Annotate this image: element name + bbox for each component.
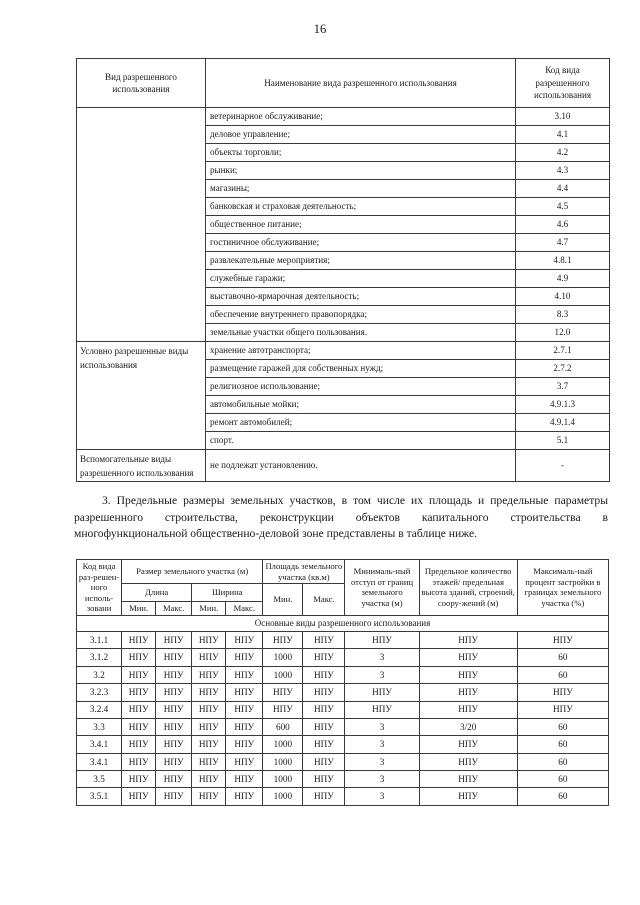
- param-coverage-cell: НПУ: [517, 684, 608, 701]
- header-plot-size: Размер земельного участка (м): [122, 560, 263, 584]
- param-area-max-cell: НПУ: [303, 753, 345, 770]
- use-name-cell: хранение автотранспорта;: [206, 342, 516, 360]
- param-length-min-cell: НПУ: [122, 666, 156, 683]
- use-code-cell: 5.1: [516, 432, 610, 450]
- param-floors-cell: НПУ: [419, 788, 517, 805]
- use-name-cell: деловое управление;: [206, 126, 516, 144]
- table-row: [77, 701, 609, 718]
- param-length-max-cell: НПУ: [156, 788, 192, 805]
- param-setback-cell: НПУ: [345, 631, 419, 648]
- header-area-max: Макс.: [303, 584, 345, 616]
- param-area-max-cell: НПУ: [303, 771, 345, 788]
- param-coverage-cell: 60: [517, 649, 608, 666]
- use-name-cell: выставочно-ярмарочная деятельность;: [206, 288, 516, 306]
- param-setback-cell: 3: [345, 718, 419, 735]
- param-width-min-cell: НПУ: [192, 718, 226, 735]
- param-area-max-cell: НПУ: [303, 631, 345, 648]
- param-width-min-cell: НПУ: [192, 631, 226, 648]
- param-width-max-cell: НПУ: [226, 788, 263, 805]
- header-length-max: Макс.: [156, 602, 192, 616]
- use-category-cell: Вспомогательные виды разрешенного использования: [77, 450, 206, 482]
- use-code-cell: 4.7: [516, 234, 610, 252]
- header-area-min: Мин.: [263, 584, 303, 616]
- param-floors-cell: НПУ: [419, 736, 517, 753]
- use-code-cell: 4.6: [516, 216, 610, 234]
- use-code-cell: 2.7.2: [516, 360, 610, 378]
- param-area-min-cell: 1000: [263, 649, 303, 666]
- use-name-cell: автомобильные мойки;: [206, 396, 516, 414]
- table-row: [77, 718, 609, 735]
- use-name-cell: служебные гаражи;: [206, 270, 516, 288]
- param-coverage-cell: 60: [517, 736, 608, 753]
- param-width-min-cell: НПУ: [192, 771, 226, 788]
- param-width-max-cell: НПУ: [226, 684, 263, 701]
- use-name-cell: общественное питание;: [206, 216, 516, 234]
- param-area-min-cell: 1000: [263, 771, 303, 788]
- section-header-row: [77, 615, 609, 631]
- param-floors-cell: НПУ: [419, 631, 517, 648]
- param-length-max-cell: НПУ: [156, 666, 192, 683]
- use-code-cell: 4.10: [516, 288, 610, 306]
- param-length-max-cell: НПУ: [156, 771, 192, 788]
- params-header-row-1: [77, 560, 609, 584]
- use-name-cell: размещение гаражей для собственных нужд;: [206, 360, 516, 378]
- use-code-cell: 12.0: [516, 324, 610, 342]
- permitted-uses-table: [76, 58, 610, 482]
- use-code-cell: 3.7: [516, 378, 610, 396]
- param-area-min-cell: НПУ: [263, 701, 303, 718]
- param-area-max-cell: НПУ: [303, 736, 345, 753]
- param-width-min-cell: НПУ: [192, 666, 226, 683]
- param-coverage-cell: 60: [517, 771, 608, 788]
- param-area-min-cell: 1000: [263, 788, 303, 805]
- use-code-cell: 4.3: [516, 162, 610, 180]
- param-code-cell: 3.2.4: [77, 701, 122, 718]
- page-number: 16: [313, 22, 327, 36]
- use-code-cell: 8.3: [516, 306, 610, 324]
- param-length-max-cell: НПУ: [156, 631, 192, 648]
- use-code-cell: 4.5: [516, 198, 610, 216]
- param-coverage-cell: НПУ: [517, 631, 608, 648]
- param-code-cell: 3.1.2: [77, 649, 122, 666]
- param-area-min-cell: НПУ: [263, 684, 303, 701]
- header-floors-height: Предельное количество этажей/ предельная высота зданий, строений, соору-жений (м): [419, 560, 517, 616]
- table-row: [77, 342, 610, 360]
- use-code-cell: 4.4: [516, 180, 610, 198]
- param-length-min-cell: НПУ: [122, 788, 156, 805]
- param-area-min-cell: НПУ: [263, 631, 303, 648]
- use-name-cell: обеспечение внутреннего правопорядка;: [206, 306, 516, 324]
- param-floors-cell: НПУ: [419, 684, 517, 701]
- use-code-cell: 4.9.1.3: [516, 396, 610, 414]
- table-row: [77, 108, 610, 126]
- param-floors-cell: НПУ: [419, 649, 517, 666]
- param-floors-cell: НПУ: [419, 666, 517, 683]
- use-name-cell: ветеринарное обслуживание;: [206, 108, 516, 126]
- use-name-cell: магазины;: [206, 180, 516, 198]
- param-setback-cell: 3: [345, 649, 419, 666]
- param-width-max-cell: НПУ: [226, 753, 263, 770]
- use-code-cell: 4.1: [516, 126, 610, 144]
- param-code-cell: 3.5: [77, 771, 122, 788]
- use-code-cell: 4.8.1: [516, 252, 610, 270]
- use-name-cell: объекты торговли;: [206, 144, 516, 162]
- param-code-cell: 3.3: [77, 718, 122, 735]
- param-width-min-cell: НПУ: [192, 788, 226, 805]
- param-width-max-cell: НПУ: [226, 771, 263, 788]
- param-length-min-cell: НПУ: [122, 736, 156, 753]
- param-width-max-cell: НПУ: [226, 666, 263, 683]
- header-length-min: Мин.: [122, 602, 156, 616]
- param-coverage-cell: 60: [517, 718, 608, 735]
- param-setback-cell: 3: [345, 771, 419, 788]
- use-name-cell: не подлежат установлению.: [206, 450, 516, 482]
- limit-parameters-table: [76, 559, 609, 806]
- use-name-cell: рынки;: [206, 162, 516, 180]
- header-width-min: Мин.: [192, 602, 226, 616]
- use-name-cell: ремонт автомобилей;: [206, 414, 516, 432]
- param-code-cell: 3.4.1: [77, 753, 122, 770]
- use-code-cell: -: [516, 450, 610, 482]
- param-area-max-cell: НПУ: [303, 666, 345, 683]
- param-code-cell: 3.2.3: [77, 684, 122, 701]
- table-row: [77, 753, 609, 770]
- use-name-cell: земельные участки общего пользования.: [206, 324, 516, 342]
- param-code-cell: 3.2: [77, 666, 122, 683]
- param-length-max-cell: НПУ: [156, 718, 192, 735]
- param-setback-cell: 3: [345, 666, 419, 683]
- param-area-min-cell: 600: [263, 718, 303, 735]
- param-area-max-cell: НПУ: [303, 788, 345, 805]
- param-code-cell: 3.1.1: [77, 631, 122, 648]
- param-floors-cell: НПУ: [419, 701, 517, 718]
- param-area-min-cell: 1000: [263, 736, 303, 753]
- param-area-max-cell: НПУ: [303, 701, 345, 718]
- use-code-cell: 2.7.1: [516, 342, 610, 360]
- param-area-min-cell: 1000: [263, 666, 303, 683]
- header-width: Ширина: [192, 584, 263, 602]
- param-setback-cell: НПУ: [345, 701, 419, 718]
- param-length-min-cell: НПУ: [122, 701, 156, 718]
- param-width-max-cell: НПУ: [226, 649, 263, 666]
- param-setback-cell: НПУ: [345, 684, 419, 701]
- table-row: [77, 684, 609, 701]
- header-use-name: Наименование вида разрешенного использования: [206, 59, 516, 108]
- param-coverage-cell: 60: [517, 753, 608, 770]
- param-floors-cell: 3/20: [419, 718, 517, 735]
- header-plot-area: Площадь земельного участка (кв.м): [263, 560, 345, 584]
- use-name-cell: развлекательные мероприятия;: [206, 252, 516, 270]
- param-width-max-cell: НПУ: [226, 736, 263, 753]
- paragraph-limits: 3. Предельные размеры земельных участков, в том числе их площадь и предельные параметры разрешенного строительства, реконструкции объектов капитального строительства в многофункциональной общественно-деловой зоне представлены в таблице ниже.: [74, 494, 608, 541]
- param-width-min-cell: НПУ: [192, 736, 226, 753]
- header-setback: Минималь-ный отступ от границ земельного участка (м): [345, 560, 419, 616]
- param-length-min-cell: НПУ: [122, 771, 156, 788]
- param-setback-cell: 3: [345, 788, 419, 805]
- table-row: [77, 771, 609, 788]
- param-area-max-cell: НПУ: [303, 684, 345, 701]
- param-length-max-cell: НПУ: [156, 736, 192, 753]
- table-row: [77, 631, 609, 648]
- use-category-cell: Условно разрешенные виды использования: [77, 342, 206, 450]
- section-label: Основные виды разрешенного использования: [77, 615, 609, 631]
- param-width-max-cell: НПУ: [226, 718, 263, 735]
- use-code-cell: 4.2: [516, 144, 610, 162]
- param-length-min-cell: НПУ: [122, 631, 156, 648]
- table-row: [77, 788, 609, 805]
- param-setback-cell: 3: [345, 736, 419, 753]
- use-code-cell: 4.9.1.4: [516, 414, 610, 432]
- table-row: [77, 736, 609, 753]
- header-coverage-percent: Максималь-ный процент застройки в границах земельного участка (%): [517, 560, 608, 616]
- param-coverage-cell: 60: [517, 666, 608, 683]
- header-code: Код вида раз-решен-ного исполь-зовани: [77, 560, 122, 616]
- param-area-max-cell: НПУ: [303, 718, 345, 735]
- use-code-cell: 3.10: [516, 108, 610, 126]
- param-area-max-cell: НПУ: [303, 649, 345, 666]
- param-floors-cell: НПУ: [419, 753, 517, 770]
- use-name-cell: религиозное использование;: [206, 378, 516, 396]
- table-row: [77, 450, 610, 482]
- param-width-min-cell: НПУ: [192, 684, 226, 701]
- param-width-min-cell: НПУ: [192, 649, 226, 666]
- param-length-min-cell: НПУ: [122, 718, 156, 735]
- param-length-max-cell: НПУ: [156, 701, 192, 718]
- header-width-max: Макс.: [226, 602, 263, 616]
- use-name-cell: спорт.: [206, 432, 516, 450]
- use-name-cell: банковская и страховая деятельность;: [206, 198, 516, 216]
- header-length: Длина: [122, 584, 192, 602]
- table-row: [77, 649, 609, 666]
- param-width-min-cell: НПУ: [192, 701, 226, 718]
- header-use-code: Код вида разрешенного использования: [516, 59, 610, 108]
- param-length-max-cell: НПУ: [156, 753, 192, 770]
- param-width-max-cell: НПУ: [226, 701, 263, 718]
- param-area-min-cell: 1000: [263, 753, 303, 770]
- table-header-row: [77, 59, 610, 108]
- use-code-cell: 4.9: [516, 270, 610, 288]
- header-use-type: Вид разрешенного использования: [77, 59, 206, 108]
- param-width-min-cell: НПУ: [192, 753, 226, 770]
- param-coverage-cell: НПУ: [517, 701, 608, 718]
- param-length-min-cell: НПУ: [122, 753, 156, 770]
- param-length-max-cell: НПУ: [156, 649, 192, 666]
- param-length-max-cell: НПУ: [156, 684, 192, 701]
- param-setback-cell: 3: [345, 753, 419, 770]
- table-row: [77, 666, 609, 683]
- param-floors-cell: НПУ: [419, 771, 517, 788]
- param-code-cell: 3.5.1: [77, 788, 122, 805]
- param-length-min-cell: НПУ: [122, 649, 156, 666]
- param-length-min-cell: НПУ: [122, 684, 156, 701]
- param-code-cell: 3.4.1: [77, 736, 122, 753]
- use-name-cell: гостиничное обслуживание;: [206, 234, 516, 252]
- use-category-cell: [77, 108, 206, 342]
- param-width-max-cell: НПУ: [226, 631, 263, 648]
- param-coverage-cell: 60: [517, 788, 608, 805]
